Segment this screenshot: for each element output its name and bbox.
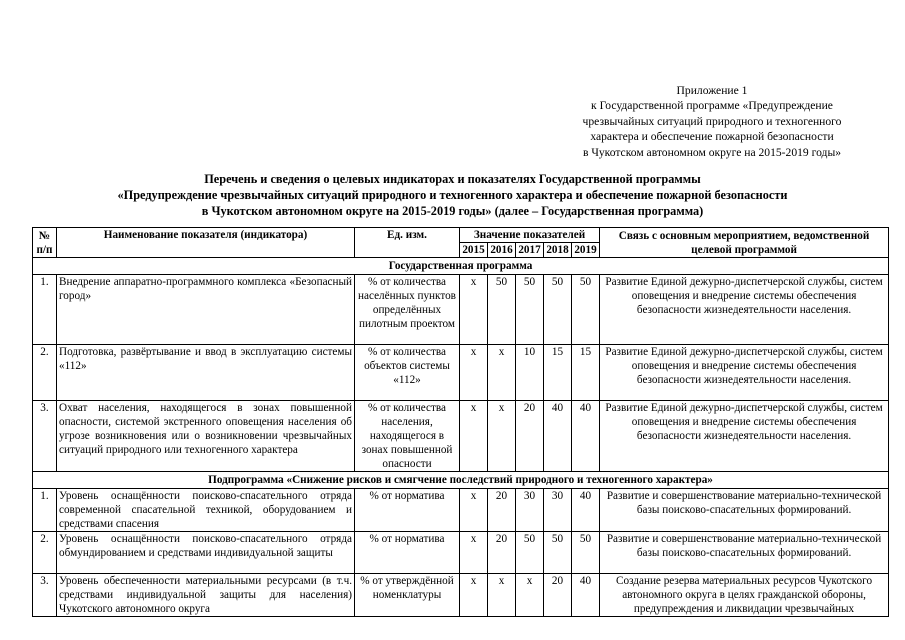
row-value: х — [460, 275, 488, 345]
appendix-line: характера и обеспечение пожарной безопасности — [590, 130, 834, 144]
row-unit: % от количества населённых пунктов определённых пилотным проектом — [355, 275, 460, 345]
row-value: х — [488, 401, 516, 472]
row-name: Подготовка, развёртывание и ввод в эксплуатацию системы «112» — [57, 345, 355, 401]
title-line: Перечень и сведения о целевых индикаторах и показателях Государственной программы — [204, 172, 701, 186]
row-unit: % от количества населения, находящегося в зонах повышенной опасности — [355, 401, 460, 472]
header-year: 2018 — [544, 243, 572, 258]
table-body — [33, 258, 889, 617]
header-num: № п/п — [33, 228, 57, 258]
row-link: Создание резерва материальных ресурсов Чукотского автономного округа в целях гражданской обороны, предупреждения и ликвидации чрезвычайных — [600, 574, 889, 617]
row-link: Развитие Единой дежурно-диспетчерской службы, систем оповещения и внедрение системы обеспечения безопасности жизнедеятельности населения. — [600, 275, 889, 345]
appendix-line: чрезвычайных ситуаций природного и техногенного — [582, 114, 842, 128]
row-value: 50 — [544, 275, 572, 345]
section-title: Подпрограмма «Снижение рисков и смягчение последствий природного и техногенного характера» — [33, 472, 889, 489]
row-value: 20 — [488, 489, 516, 532]
row-value: х — [488, 345, 516, 401]
row-value: 40 — [572, 574, 600, 617]
row-value: 15 — [544, 345, 572, 401]
row-name: Уровень оснащённости поисково-спасательного отряда современной спасательной техникой, оборудованием и средствами спасения — [57, 489, 355, 532]
section-title: Государственная программа — [33, 258, 889, 275]
header-year: 2019 — [572, 243, 600, 258]
table-row — [33, 574, 889, 617]
header-year: 2016 — [488, 243, 516, 258]
table-row — [33, 275, 889, 345]
row-link: Развитие и совершенствование материально-технической базы поисково-спасательных формирований. — [600, 532, 889, 574]
row-value: 30 — [516, 489, 544, 532]
header-year: 2017 — [516, 243, 544, 258]
row-name: Внедрение аппаратно-программного комплекса «Безопасный город» — [57, 275, 355, 345]
header-link: Связь с основным мероприятием, ведомственной целевой программой — [600, 228, 889, 258]
row-value: 50 — [544, 532, 572, 574]
row-link: Развитие Единой дежурно-диспетчерской службы, систем оповещения и внедрение системы обеспечения безопасности жизнедеятельности населения. — [600, 401, 889, 472]
appendix-line: к Государственной программе «Предупреждение — [591, 99, 833, 113]
row-unit: % от количества объектов системы «112» — [355, 345, 460, 401]
row-link: Развитие Единой дежурно-диспетчерской службы, систем оповещения и внедрение системы обеспечения безопасности жизнедеятельности населения. — [600, 345, 889, 401]
table-row — [33, 345, 889, 401]
row-value: 50 — [516, 275, 544, 345]
row-name: Охват населения, находящегося в зонах повышенной опасности, системой экстренного оповещения населения об угрозе возникновения или о возникновении чрезвычайных ситуаций природного или техногенного характера — [57, 401, 355, 472]
header-unit: Ед. изм. — [355, 228, 460, 258]
table-row — [33, 401, 889, 472]
document-title — [60, 171, 845, 219]
row-num: 2. — [33, 532, 57, 574]
row-value: 40 — [572, 489, 600, 532]
appendix-line: Приложение 1 — [676, 84, 748, 97]
row-value: 20 — [488, 532, 516, 574]
table-row — [33, 532, 889, 574]
title-line: в Чукотском автономном округе на 2015-2019 годы» (далее – Государственная программа) — [201, 204, 704, 218]
appendix-note — [552, 83, 872, 160]
row-num: 2. — [33, 345, 57, 401]
row-value: х — [460, 489, 488, 532]
row-value: х — [460, 345, 488, 401]
row-value: х — [460, 401, 488, 472]
row-value: 50 — [572, 532, 600, 574]
row-value: х — [460, 574, 488, 617]
row-value: 50 — [516, 532, 544, 574]
row-value: 50 — [488, 275, 516, 345]
row-value: х — [516, 574, 544, 617]
row-value: 40 — [544, 401, 572, 472]
row-value: 15 — [572, 345, 600, 401]
indicators-table — [32, 227, 889, 617]
row-num: 1. — [33, 489, 57, 532]
row-value: х — [488, 574, 516, 617]
row-value: 20 — [544, 574, 572, 617]
row-name: Уровень обеспеченности материальными ресурсами (в т.ч. средствами индивидуальной защиты для населения) Чукотского автономного округа — [57, 574, 355, 617]
row-unit: % от утверждённой номенклатуры — [355, 574, 460, 617]
header-year: 2015 — [460, 243, 488, 258]
row-unit: % от норматива — [355, 532, 460, 574]
row-num: 1. — [33, 275, 57, 345]
row-num: 3. — [33, 401, 57, 472]
row-value: 10 — [516, 345, 544, 401]
row-link: Развитие и совершенствование материально-технической базы поисково-спасательных формирований. — [600, 489, 889, 532]
appendix-line: в Чукотском автономном округе на 2015-2019 годы» — [582, 145, 842, 159]
row-value: 30 — [544, 489, 572, 532]
row-value: 20 — [516, 401, 544, 472]
table-row — [33, 489, 889, 532]
row-num: 3. — [33, 574, 57, 617]
row-value: х — [460, 532, 488, 574]
header-name: Наименование показателя (индикатора) — [57, 228, 355, 258]
row-value: 50 — [572, 275, 600, 345]
row-unit: % от норматива — [355, 489, 460, 532]
header-values: Значение показателей — [460, 228, 600, 243]
row-value: 40 — [572, 401, 600, 472]
row-name: Уровень оснащённости поисково-спасательного отряда обмундированием и средствами индивидуальной защиты — [57, 532, 355, 574]
title-line: «Предупреждение чрезвычайных ситуаций природного и техногенного характера и обеспечение пожарной безопасности — [117, 188, 788, 202]
